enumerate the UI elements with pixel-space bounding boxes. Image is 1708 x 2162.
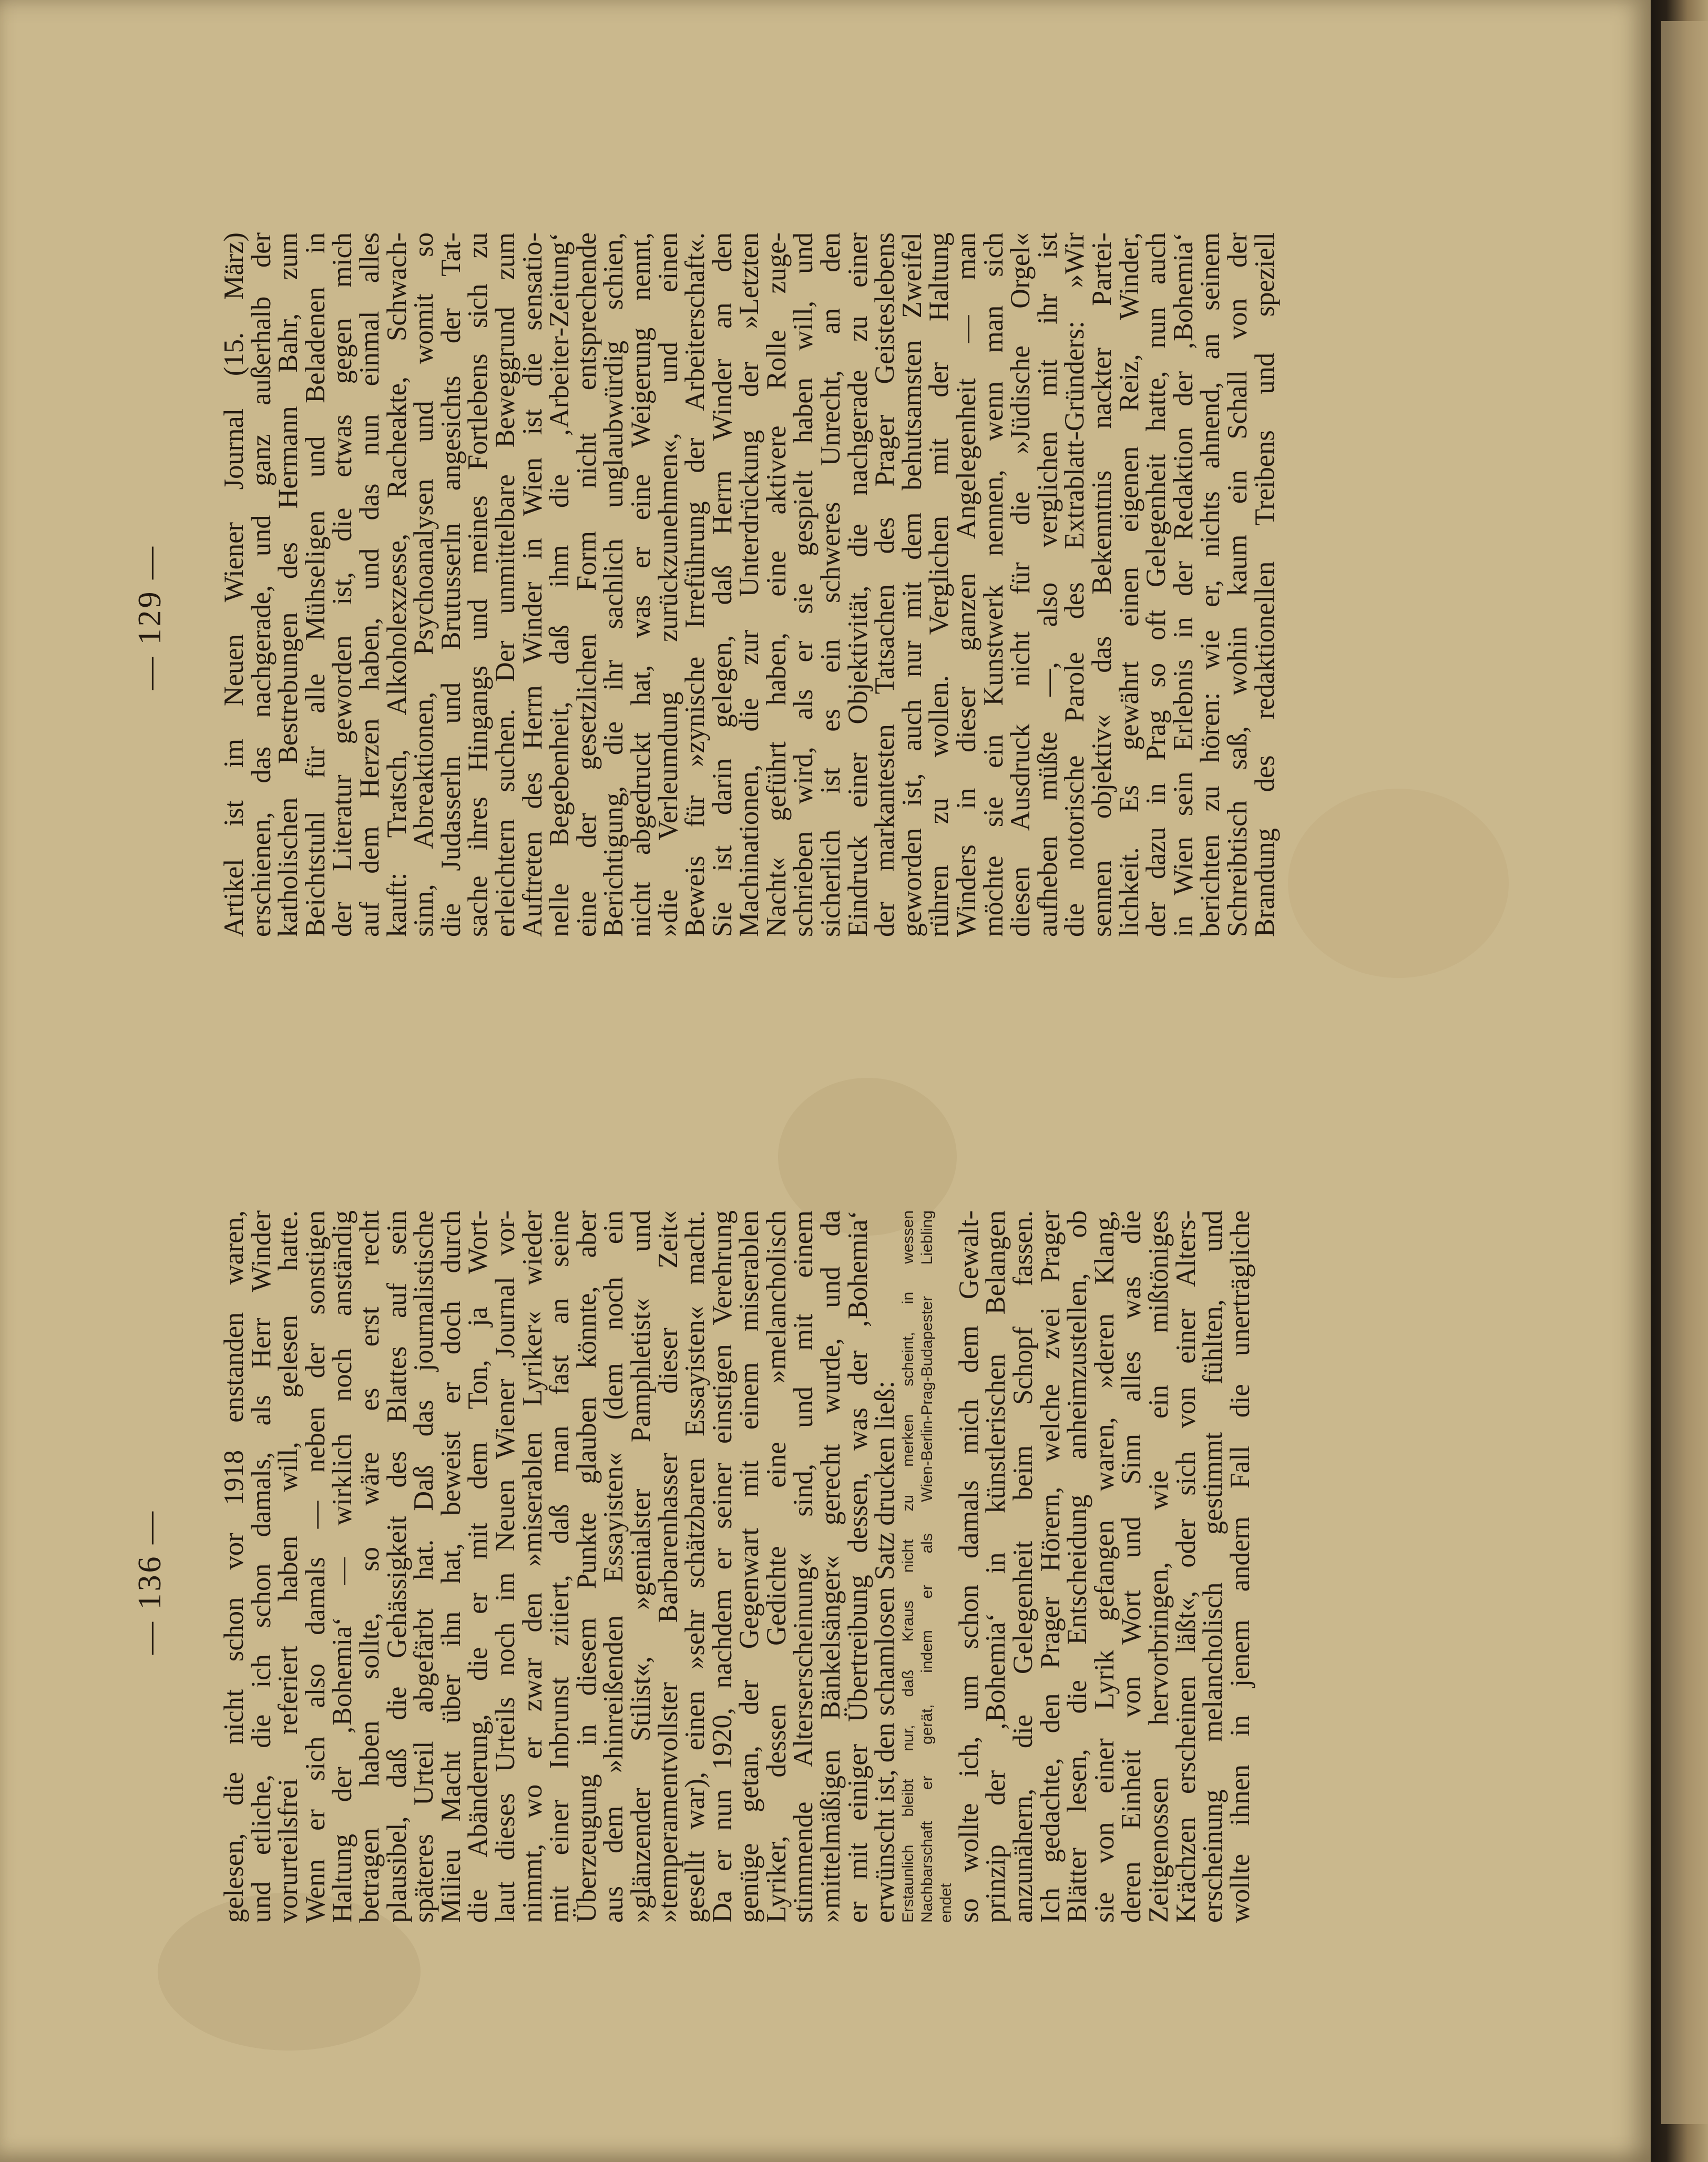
text-line: erwünscht ist, den schamlosen Satz drucken ließ: xyxy=(870,1381,901,1923)
text-line: Beweis für »zynische Irreführung der Arbeiterschaft«. xyxy=(680,232,711,937)
text-line: Eindruck einer Objektivität, die nachgerade zu einer xyxy=(842,232,873,937)
text-line: sicherlich ist es ein schweres Unrecht, an den xyxy=(815,232,846,937)
text-column-right xyxy=(221,232,1279,937)
text-line: aufheben müßte —, also verglichen mit ihr ist xyxy=(1032,232,1063,937)
text-line: Berichtigung, die ihr sachlich unglaubwürdig schien, xyxy=(598,232,629,937)
text-line: der markantesten Tatsachen des Prager Geisteslebens xyxy=(870,232,901,937)
text-line: wollte ihnen in jenem andern Fall die unerträgliche xyxy=(1224,1210,1255,1923)
text-line: laut dieses Urteils noch im Neuen Wiener Journal vor- xyxy=(489,1210,520,1923)
footnote-line: Nachbarschaft er gerät, indem er als Wien-Berlin-Prag-Budapester Liebling xyxy=(918,1210,936,1923)
footnote-line: Erstaunlich bleibt nur, daß Kraus nicht zu merken scheint, in wessen xyxy=(899,1210,917,1923)
text-line: genüge getan, der Gegenwart mit einem miserablen xyxy=(734,1210,765,1923)
footnote-line: endet xyxy=(937,1883,955,1923)
text-line: stimmende Alterserscheinung« sind, und mit einem xyxy=(788,1210,819,1923)
text-line: so wollte ich, um schon damals mich dem Gewalt- xyxy=(953,1210,984,1923)
text-line: Da er nun 1920, nachdem er seiner einstigen Verehrung xyxy=(707,1210,738,1923)
text-line: Wenn er sich also damals — neben der sonstigen xyxy=(300,1210,331,1923)
text-line: prinzip der ‚Bohemia‘ in künstlerischen Belangen xyxy=(980,1210,1011,1923)
text-line: sache ihres Hingangs und meines Fortlebens sich zu xyxy=(463,232,494,937)
text-line: nelle Begebenheit, daß ihm die ‚Arbeiter-Zeitung‘ xyxy=(544,232,575,937)
text-line: erschienen, das nachgerade, und ganz außerhalb der xyxy=(246,232,277,937)
text-line: die notorische Parole des Extrablatt-Gründers: »Wir xyxy=(1059,232,1090,937)
text-line: Zeitgenossen hervorbringen, wie ein mißtöniges xyxy=(1143,1210,1174,1923)
text-line: in Wien sein Erlebnis in der Redaktion der ‚Bohemia‘ xyxy=(1168,232,1199,937)
text-line: anzunähern, die Gelegenheit beim Schopf fassen. xyxy=(1008,1210,1039,1923)
text-line: Winders in dieser ganzen Angelegenheit — man xyxy=(951,232,982,937)
text-line: »glänzender Stilist«, »genialster Pamphletist« und xyxy=(625,1210,656,1923)
text-line: nimmt, wo er zwar den »miserablen Lyriker« wieder xyxy=(517,1210,548,1923)
text-line: schrieben wird, als er sie gespielt haben will, und xyxy=(788,232,819,937)
text-line: plausibel, daß die Gehässigkeit des Blattes auf sein xyxy=(381,1210,412,1923)
text-line: die Judasserln und Brutusserln angesichts der Tat- xyxy=(435,232,466,937)
text-line: »mittelmäßigen Bänkelsänger« gerecht wurde, und da xyxy=(815,1210,846,1923)
text-line: Machinationen, die zur Unterdrückung der »Letzten xyxy=(734,232,765,937)
text-line: gesellt war), einen »sehr schätzbaren Essayisten« macht. xyxy=(680,1210,711,1923)
text-line: Artikel ist im Neuen Wiener Journal (15. März) xyxy=(219,232,249,937)
text-line: auf dem Herzen haben, und das nun einmal alles xyxy=(354,232,385,937)
text-line: sie von einer Lyrik gefangen waren, »deren Klang, xyxy=(1089,1210,1120,1923)
text-line: sinn, Abreaktionen, Psychoanalysen und womit so xyxy=(408,232,439,937)
text-line: katholischen Bestrebungen des Hermann Bahr, zum xyxy=(273,232,304,937)
text-line: Ich gedachte, den Prager Hörern, welche zwei Prager xyxy=(1035,1210,1066,1923)
text-line: der Literatur geworden ist, die etwas gegen mich xyxy=(327,232,358,937)
text-line: Krächzen erscheinen läßt«, oder sich von einer Alters- xyxy=(1170,1210,1201,1923)
footnote xyxy=(899,1210,956,1923)
page-number-left: — 136 — xyxy=(132,1510,168,1655)
text-line: deren Einheit von Wort und Sinn alles was die xyxy=(1116,1210,1147,1923)
text-line: nicht abgedruckt hat, was er eine Weigerung nennt, xyxy=(625,232,656,937)
text-line: erscheinung melancholisch gestimmt fühlten, und xyxy=(1198,1210,1229,1923)
text-line: Überzeugung in diesem Punkte glauben könnte, aber xyxy=(571,1210,602,1923)
text-line: erleichtern suchen. Der unmittelbare Beweggrund zum xyxy=(489,232,520,937)
paragraph xyxy=(221,232,1279,937)
text-line: Sie ist darin gelegen, daß Herrn Winder an den xyxy=(707,232,738,937)
paragraph xyxy=(953,1210,1255,1923)
text-line: geworden ist, auch nur mit dem behutsamsten Zweifel xyxy=(896,232,927,937)
text-line: rühren zu wollen. Verglichen mit der Haltung xyxy=(924,232,955,937)
text-line: sennen objektiv« das Bekenntnis nackter Partei- xyxy=(1087,232,1117,937)
text-line: Brandung des redaktionellen Treibens und speziell xyxy=(1249,232,1280,937)
text-line: Haltung der ‚Bohemia‘ — wirklich noch anständig xyxy=(327,1210,358,1923)
text-line: aus dem »hinreißenden Essayisten« (dem noch ein xyxy=(598,1210,629,1923)
text-line: die Abänderung, die er mit dem Ton, ja Wort- xyxy=(463,1210,494,1923)
text-line: gelesen, die nicht schon vor 1918 enstanden waren, xyxy=(219,1210,249,1923)
text-line: möchte sie ein Kunstwerk nennen, wenn man sich xyxy=(978,232,1009,937)
text-line: er mit einiger Übertreibung dessen, was der ‚Bohemia‘ xyxy=(842,1210,873,1923)
text-line: berichten zu hören: wie er, nichts ahnend, an seinem xyxy=(1195,232,1226,937)
text-line: lichkeit. Es gewährt einen eigenen Reiz, Winder, xyxy=(1113,232,1144,937)
text-line: Lyriker, dessen Gedichte eine »melancholisch xyxy=(761,1210,792,1923)
page-number-right: — 129 — xyxy=(132,545,168,690)
text-line: der dazu in Prag so oft Gelegenheit hatte, nun auch xyxy=(1141,232,1172,937)
text-line: »die Verleumdung zurückzunehmen«, und einen xyxy=(652,232,683,937)
text-line: Beichtstuhl für alle Mühseligen und Beladenen in xyxy=(300,232,331,937)
text-line: Blätter lesen, die Entscheidung anheimzustellen, ob xyxy=(1062,1210,1093,1923)
text-line: Nacht« geführt haben, eine aktivere Rolle zuge- xyxy=(761,232,792,937)
text-line: und etliche, die ich schon damals, als Herr Winder xyxy=(246,1210,277,1923)
text-line: Auftreten des Herrn Winder in Wien ist die sensatio- xyxy=(517,232,548,937)
text-line: betragen haben sollte, so wäre es erst recht xyxy=(354,1210,385,1923)
text-line: vorurteilsfrei referiert haben will, gelesen hatte. xyxy=(273,1210,304,1923)
text-line: späteres Urteil abgefärbt hat. Daß das journalistische xyxy=(408,1210,439,1923)
text-line: kauft: Tratsch, Alkoholexzesse, Racheakte, Schwach- xyxy=(381,232,412,937)
next-page-edge xyxy=(1661,21,1708,2124)
text-line: »temperamentvollster Barbarenhasser dieser Zeit« xyxy=(652,1210,683,1923)
text-line: mit einer Inbrunst zitiert, daß man fast an seine xyxy=(544,1210,575,1923)
text-line: diesen Ausdruck nicht für die »Jüdische Orgel« xyxy=(1005,232,1036,937)
text-line: eine der gesetzlichen Form nicht entsprechende xyxy=(571,232,602,937)
text-line: Milieu Macht über ihn hat, beweist er doch durch xyxy=(435,1210,466,1923)
text-line: Schreibtisch saß, wohin kaum ein Schall von der xyxy=(1222,232,1253,937)
paragraph xyxy=(221,1210,899,1923)
text-column-left xyxy=(221,1210,1254,1923)
